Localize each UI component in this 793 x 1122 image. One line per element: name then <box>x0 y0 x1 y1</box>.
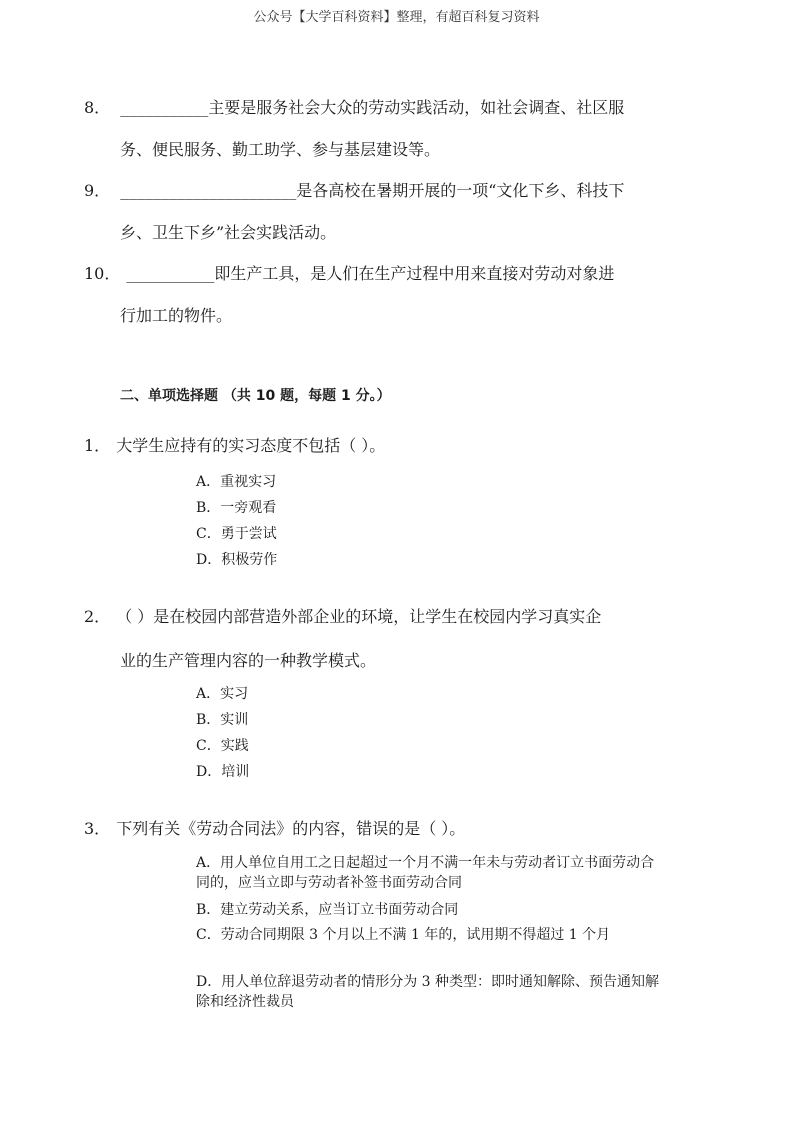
question-text: 下列有关《劳动合同法》的内容，错误的是（ ）。 <box>116 819 466 838</box>
option-d: D．培训 <box>196 764 250 780</box>
question-number: 8． <box>84 98 111 117</box>
question-text: 大学生应持有的实习态度不包括（ ）。 <box>116 436 386 455</box>
question-8-line2: 务、便民服务、勤工助学、参与基层建设等。 <box>120 140 441 159</box>
question-text: 是各高校在暑期开展的一项“文化下乡、科技下 <box>296 181 625 200</box>
option-a: A．实习 <box>196 686 249 702</box>
question-10-line2: 行加工的物件。 <box>120 306 233 325</box>
mc-question-2-line2: 业的生产管理内容的一种教学模式。 <box>120 651 377 670</box>
question-9-line1 <box>84 178 624 201</box>
option-d: D．用人单位辞退劳动者的情形分为 3 种类型：即时通知解除、预告通知解除和经济性裁员 <box>196 974 660 1010</box>
question-number: 2． <box>84 607 111 626</box>
option-a: A．用人单位自用工之日起超过一个月不满一年未与劳动者订立书面劳动合同的，应当立即与劳动者补签书面劳动合同 <box>196 855 655 891</box>
option-c: C．实践 <box>196 738 249 754</box>
option-b: B．建立劳动关系，应当订立书面劳动合同 <box>196 902 459 918</box>
option-c: C．勇于尝试 <box>196 526 277 542</box>
option-d: D．积极劳作 <box>196 552 278 568</box>
question-number: 10． <box>84 264 121 283</box>
question-9-line2: 乡、卫生下乡”社会实践活动。 <box>120 223 337 242</box>
mc-question-2-line1 <box>84 604 601 627</box>
option-a: A．重视实习 <box>196 474 277 490</box>
mc-question-3 <box>84 816 465 839</box>
mc-question-1 <box>84 433 385 456</box>
option-b: B．实训 <box>196 712 249 728</box>
answer-blank: ___________ <box>120 98 209 117</box>
option-b: B．一旁观看 <box>196 500 277 516</box>
page-header: 公众号【大学百科资料】整理，有超百科复习资料 <box>253 10 540 25</box>
question-number: 9． <box>84 181 111 200</box>
question-8-line1 <box>84 95 624 118</box>
question-10-line1 <box>84 261 614 284</box>
question-text: 即生产工具，是人们在生产过程中用来直接对劳动对象进 <box>214 264 615 283</box>
question-number: 3． <box>84 819 111 838</box>
question-number: 1． <box>84 436 111 455</box>
option-c: C．劳动合同期限 3 个月以上不满 1 年的，试用期不得超过 1 个月 <box>196 927 611 943</box>
section-title: 二、单项选择题 （共 10 题，每题 1 分。） <box>120 388 391 404</box>
question-text: 主要是服务社会大众的劳动实践活动，如社会调查、社区服 <box>208 98 625 117</box>
question-text: （ ）是在校园内部营造外部企业的环境，让学生在校园内学习真实企 <box>116 607 602 626</box>
answer-blank: ______________________ <box>120 181 297 200</box>
answer-blank: ___________ <box>126 264 215 283</box>
